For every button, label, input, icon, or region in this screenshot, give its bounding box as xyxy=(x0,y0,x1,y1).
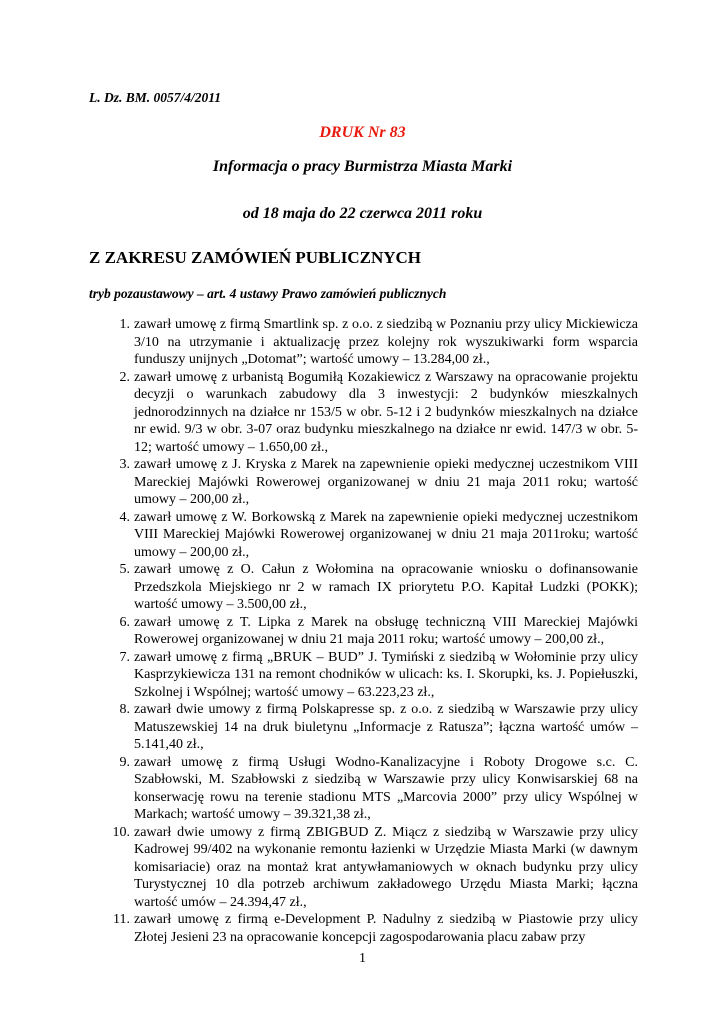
item-number: 2. xyxy=(119,369,130,385)
list-item xyxy=(98,614,638,649)
list-item xyxy=(98,509,638,562)
list-item xyxy=(98,824,638,912)
list-item xyxy=(98,701,638,754)
item-text: zawarł umowę z W. Borkowską z Marek na zapewnienie opieki medycznej uczestnikom VIII Mareckiej Majówki Rowerowej organizowanej w dniu 21 maja 2011roku; wartość umowy – 200,00 zł., xyxy=(134,509,638,560)
item-text: zawarł umowę z O. Całun z Wołomina na opracowanie wniosku o dofinansowanie Przedszkola Miejskiego nr 2 w ramach IX priorytetu P.O. Kapitał Ludzki (POKK); wartość umowy – 3.500,00 zł., xyxy=(134,562,638,612)
contracts-list xyxy=(98,316,638,946)
item-text: zawarł dwie umowy z firmą ZBIGBUD Z. Miącz z siedzibą w Warszawie przy ulicy Kadrowej 99/402 na wykonanie remontu łazienki w Urzędzie Miasta Marki (w dawnym komisariacie) oraz na montaż krat antywłamaniowych w oknach budynku przy ulicy Turystycznej 10 dla potrzeb archiwum zakładowego Urzędu Miasta Marki; łączna wartość umów – 24.394,47 zł., xyxy=(134,824,638,910)
item-number: 10. xyxy=(112,824,130,840)
list-item xyxy=(98,456,638,509)
section-heading: Z ZAKRESU ZAMÓWIEŃ PUBLICZNYCH xyxy=(89,248,422,267)
list-item xyxy=(98,754,638,824)
item-number: 3. xyxy=(119,457,130,472)
list-item xyxy=(98,369,638,457)
item-number: 11. xyxy=(113,912,130,927)
item-number: 8. xyxy=(119,702,130,717)
item-text: zawarł umowę z firmą Usługi Wodno-Kanalizacyjne i Roboty Drogowe s.c. C. Szabłowski, M. Szabłowski z siedzibą w Warszawie przy ulicy Konwisarskiej 68 na konserwację rowu na terenie stadionu MTS „Marcovia 2000” przy ulicy Wspólnej w Markach; wartość umowy – 39.321,38 zł., xyxy=(134,754,638,822)
section-subheading: tryb pozaustawowy – art. 4 ustawy Prawo zamówień publicznych xyxy=(89,286,447,301)
list-item xyxy=(98,561,638,614)
item-number: 5. xyxy=(119,562,130,577)
item-text: zawarł umowę z firmą Smartlink sp. z o.o. z siedzibą w Poznaniu przy ulicy Mickiewicza 3/10 na utrzymanie i aktualizację przez kolejny rok wyszukiwarki form wsparcia funduszy unijnych „Dotomat”; wartość umowy – 13.284,00 zł., xyxy=(134,317,638,367)
item-number: 7. xyxy=(119,649,130,665)
item-text: zawarł umowę z firmą „BRUK – BUD” J. Tymiński z siedzibą w Wołominie przy ulicy Kasprzykiewicza 131 na remont chodników w ulicach: ks. I. Skorupki, ks. J. Popiełuszki, Szkolnej i Wspólnej; wartość umowy – 63.223,23 zł., xyxy=(134,649,638,700)
item-text: zawarł umowę z J. Kryska z Marek na zapewnienie opieki medycznej uczestnikom VIII Mareckiej Majówki Rowerowej organizowanej w dniu 21 maja 2011 roku; wartość umowy – 200,00 zł., xyxy=(134,457,638,507)
item-text: zawarł umowę z T. Lipka z Marek na obsługę techniczną VIII Mareckiej Majówki Rowerowej organizowanej w dniu 21 maja 2011 roku; wartość umowy – 200,00 zł., xyxy=(134,614,638,647)
document-title: Informacja o pracy Burmistrza Miasta Marki xyxy=(212,158,513,175)
item-number: 1. xyxy=(119,317,130,332)
list-item xyxy=(98,911,638,946)
druk-number: DRUK Nr 83 xyxy=(319,124,406,141)
date-range: od 18 maja do 22 czerwca 2011 roku xyxy=(242,205,483,222)
item-number: 9. xyxy=(119,754,130,770)
list-item xyxy=(98,649,638,702)
item-text: zawarł umowę z firmą e-Development P. Nadulny z siedzibą w Piastowie przy ulicy Złotej Jesieni 23 na opracowanie koncepcji zagospodarowania placu zabaw przy xyxy=(134,912,638,945)
item-text: zawarł umowę z urbanistą Bogumiłą Kozakiewicz z Warszawy na opracowanie projektu decyzji o warunkach zabudowy dla 3 inwestycji: 2 budynków mieszkalnych jednorodzinnych na działce nr 153/5 w obr. 5-12 i 2 budynków mieszkalnych na działce nr ewid. 9/3 w obr. 3-07 oraz budynku mieszkalnego na działce nr ewid. 147/3 w obr. 5-12; wartość umowy – 1.650,00 zł., xyxy=(134,369,638,455)
page-number: 1 xyxy=(359,951,366,966)
list-item xyxy=(98,316,638,369)
item-text: zawarł dwie umowy z firmą Polskapresse sp. z o.o. z siedzibą w Warszawie przy ulicy Matuszewskiej 14 na druk biuletynu „Informacje z Ratusza”; łączna wartość umów – 5.141,40 zł., xyxy=(134,702,638,752)
reference-number: L. Dz. BM. 0057/4/2011 xyxy=(89,90,222,105)
item-number: 6. xyxy=(119,614,130,630)
item-number: 4. xyxy=(119,509,130,525)
